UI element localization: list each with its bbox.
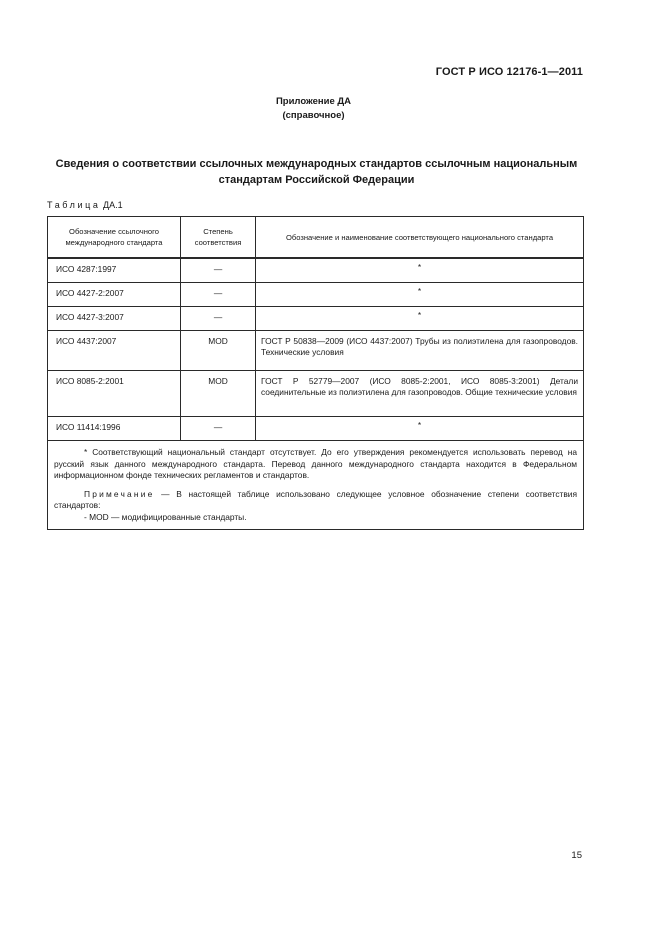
table-row xyxy=(48,258,584,283)
table-row xyxy=(48,417,584,441)
table-row xyxy=(48,331,584,371)
cell-degree: MOD xyxy=(181,331,256,371)
appendix-block xyxy=(0,95,627,123)
cell-degree: — xyxy=(181,417,256,441)
correspondence-table xyxy=(47,216,584,530)
note-paragraph xyxy=(54,489,577,512)
cell-reference: ИСО 11414:1996 xyxy=(48,417,181,441)
table-caption-number: ДА.1 xyxy=(103,200,123,210)
column-header-national: Обозначение и наименование соответствующего национального стандарта xyxy=(256,217,584,259)
cell-degree: — xyxy=(181,258,256,283)
appendix-subtitle: (справочное) xyxy=(282,110,345,121)
section-heading xyxy=(40,156,593,188)
column-header-degree: Степень соответствия xyxy=(181,217,256,259)
cell-national: * xyxy=(256,417,584,441)
page-number: 15 xyxy=(571,850,582,861)
cell-reference: ИСО 4427-2:2007 xyxy=(48,283,181,307)
cell-national: * xyxy=(256,283,584,307)
cell-national: * xyxy=(256,258,584,283)
section-heading-line-1: Сведения о соответствии ссылочных международных стандартов ссылочным национальным xyxy=(55,158,578,170)
table-caption xyxy=(47,200,123,210)
document-code: ГОСТ Р ИСО 12176-1—2011 xyxy=(435,66,583,78)
appendix-title: Приложение ДА xyxy=(275,96,352,107)
note-text: — В настоящей таблице использовано следующее условное обозначение степени соответствия стандартов: xyxy=(54,488,578,510)
cell-reference: ИСО 4287:1997 xyxy=(48,258,181,283)
cell-national: * xyxy=(256,307,584,331)
cell-national: ГОСТ Р 50838—2009 (ИСО 4437:2007) Трубы из полиэтилена для газопроводов. Технические условия xyxy=(256,331,584,371)
section-heading-line-2: стандартам Российской Федерации xyxy=(218,174,415,186)
note-label: Примечание xyxy=(84,488,155,499)
cell-degree: — xyxy=(181,307,256,331)
cell-degree: — xyxy=(181,283,256,307)
table-row xyxy=(48,283,584,307)
cell-reference: ИСО 4437:2007 xyxy=(48,331,181,371)
table-caption-label: Таблица xyxy=(47,200,101,210)
cell-national: ГОСТ Р 52779—2007 (ИСО 8085-2:2001, ИСО 8085-3:2001) Детали соединительные из полиэтилена для газопроводов. Общие технические условия xyxy=(256,371,584,417)
note-item: - MOD — модифицированные стандарты. xyxy=(84,511,247,522)
cell-reference: ИСО 8085-2:2001 xyxy=(48,371,181,417)
column-header-reference: Обозначение ссылочного международного стандарта xyxy=(48,217,181,259)
cell-degree: MOD xyxy=(181,371,256,417)
table-row xyxy=(48,307,584,331)
table-footnote-cell xyxy=(48,441,584,530)
table-footer-row xyxy=(48,441,584,530)
table-header-row xyxy=(48,217,584,259)
table-row xyxy=(48,371,584,417)
cell-reference: ИСО 4427-3:2007 xyxy=(48,307,181,331)
footnote-text: * Соответствующий национальный стандарт отсутствует. До его утверждения рекомендуется использовать перевод на русский язык данного международного стандарта. Перевод данного международного стандарта находится в Федеральном информационном фонде технических регламентов и стандартов. xyxy=(54,447,577,480)
